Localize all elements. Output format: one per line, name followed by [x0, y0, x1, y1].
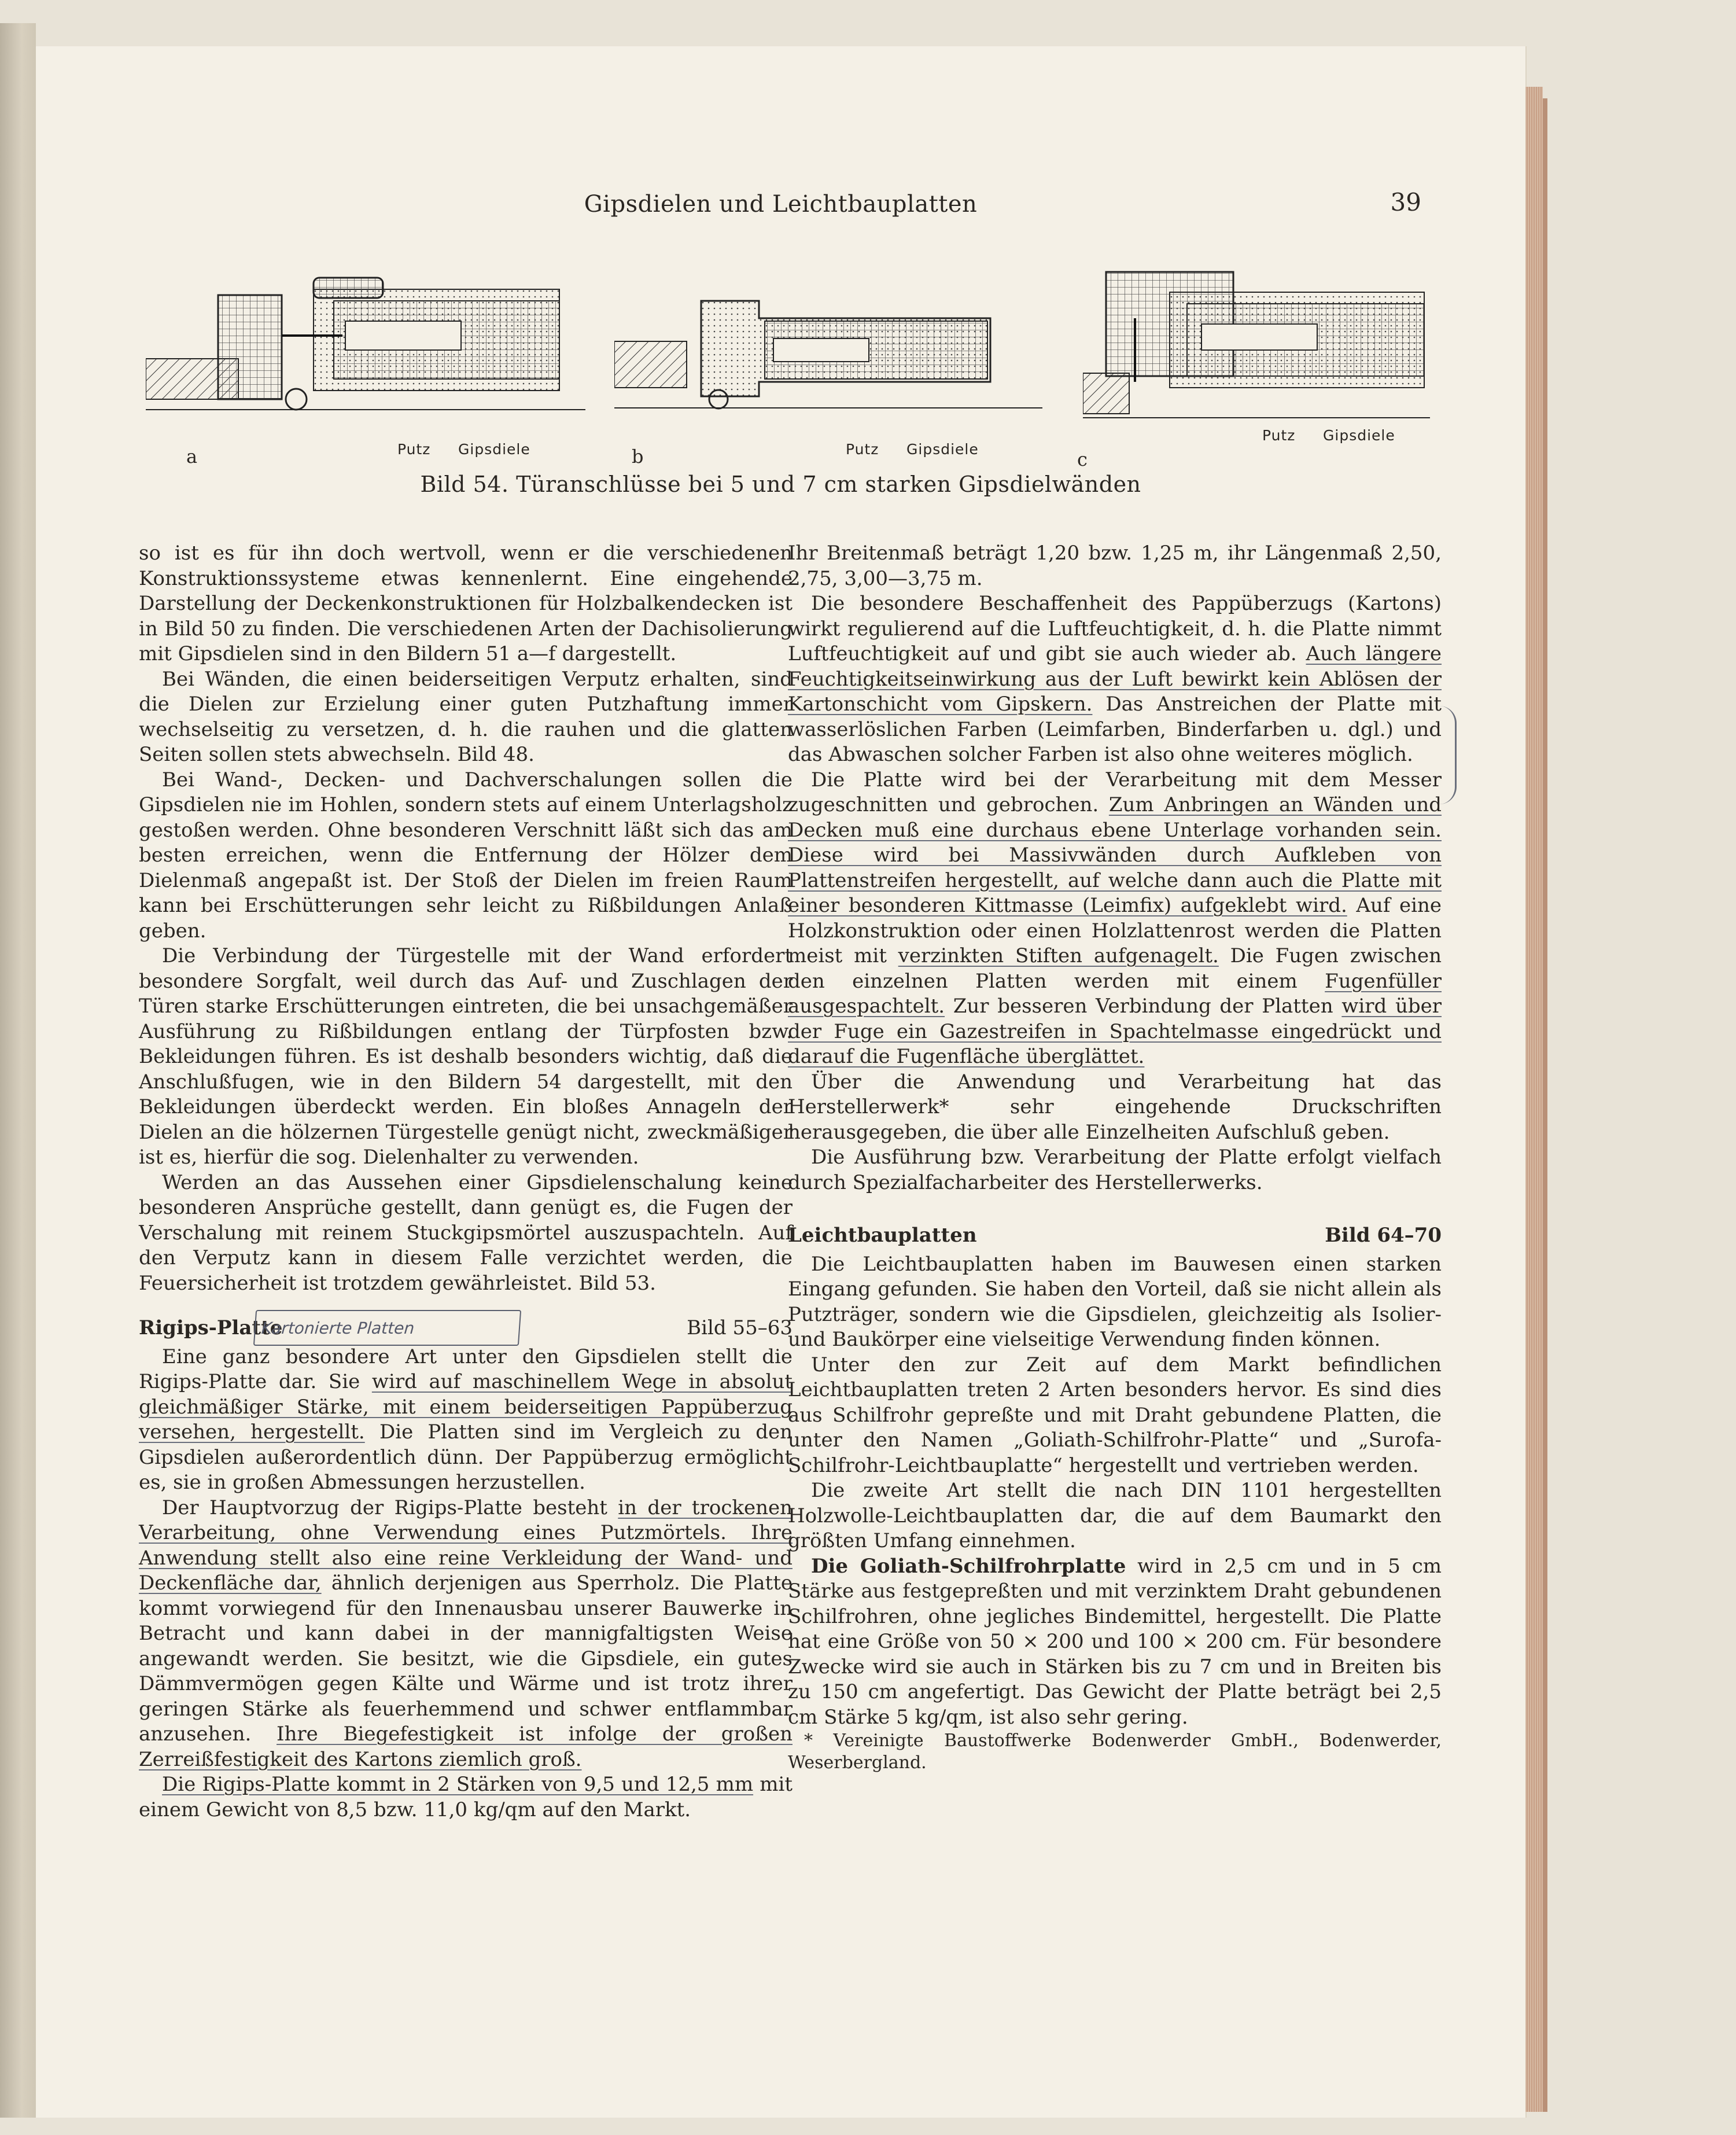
right-column — [788, 541, 1442, 1774]
label-putz-a: Putz — [397, 441, 431, 458]
panel-letter-a: a — [186, 446, 198, 468]
paragraph: Die Platte wird bei der Verarbeitung mit dem Messer zugeschnitten und gebrochen. Zum Anbringen an Wänden und Decken muß eine durchaus ebene Unterlage vorhanden sein. Diese wird bei Massivwänden durch Aufkleben von Plattenstreifen hergestellt, auf welche dann auch die Platte mit einer besonderen Kittmasse (Leimfix) aufgeklebt wird. Auf eine Holzkonstruktion oder einen Holzlattenrost werden die Platten meist mit verzinkten Stiften aufgenagelt. Die Fugen zwischen den einzelnen Platten werden mit einem Fugenfüller ausgespachtelt. Zur besseren Verbindung der Platten wird über der Fuge ein Gazestreifen in Spachtelmasse eingedrückt und darauf die Fugenfläche überglättet. — [788, 768, 1442, 1068]
handwritten-annotation: Kartonierte Platten — [253, 1310, 521, 1346]
section-heading-leichtbauplatten — [788, 1223, 1442, 1249]
label-putz-b: Putz — [846, 441, 879, 458]
label-putz-c: Putz — [1262, 427, 1296, 444]
margin-bracket-annotation — [1439, 706, 1457, 804]
section-heading-rigips — [139, 1316, 793, 1341]
panel-letter-c: c — [1077, 448, 1088, 470]
bold-term: Die Goliath-Schilfrohrplatte — [811, 1554, 1126, 1578]
paragraph: Bei Wand-, Decken- und Dachverschalungen sollen die Gipsdielen nie im Hohlen, sondern stets auf einem Unterlagsholz gestoßen werden. Ohne besonderen Verschnitt läßt sich das am besten erreichen, wenn die Entfernung der Hölzer dem Dielenmaß angepaßt ist. Der Stoß der Dielen im freien Raum kann bei Erschütterungen sehr leicht zu Rißbildungen Anlaß geben. — [139, 768, 793, 943]
paragraph: Die Verbindung der Türgestelle mit der Wand erfordert besondere Sorgfalt, weil durch das Auf- und Zuschlagen der Türen starke Erschütterungen eintreten, die bei unsachgemäßer Ausführung zu Rißbildungen entlang der Türpfosten bzw. Bekleidungen führen. Es ist deshalb besonders wichtig, daß die Anschlußfugen, wie in den Bildern 54 dargestellt, mit den Bekleidungen überdeckt werden. Ein bloßes Annageln der Dielen an die hölzernen Türgestelle genügt nicht, zweckmäßiger ist es, hierfür die sog. Dielenhalter zu verwenden. — [139, 944, 793, 1169]
cover-edge — [1543, 98, 1547, 2112]
door-junction-diagram-c — [1083, 266, 1430, 422]
book-page — [36, 46, 1525, 2118]
underlined-passage: Zum Anbringen an Wänden und Decken muß eine durchaus ebene Unterlage vorhanden sein. Diese wird bei Massivwänden durch Aufkleben von Plattenstreifen hergestellt, auf welche dann auch die Platte mit einer besonderen Kittmasse (Leimfix) aufgeklebt wird. — [788, 793, 1442, 917]
paragraph: Die Ausführung bzw. Verarbeitung der Platte erfolgt vielfach durch Spezialfacharbeiter des Herstellerwerks. — [788, 1146, 1442, 1194]
heading-title: Rigips-Platte — [139, 1316, 283, 1339]
footnote: * Vereinigte Baustoffwerke Bodenwerder GmbH., Bodenwerder, Weserbergland. — [788, 1731, 1442, 1773]
paragraph: Über die Anwendung und Verarbeitung hat das Herstellerwerk* sehr eingehende Druckschriften herausgegeben, die über alle Einzelheiten Aufschluß geben. — [788, 1070, 1442, 1144]
heading-title: Leichtbauplatten — [788, 1224, 977, 1247]
underlined-passage: Ihre Biegefestigkeit ist infolge der großen Zerreißfestigkeit des Kartons ziemlich groß. — [139, 1722, 793, 1771]
underlined-passage: Auch längere Feuchtigkeitseinwirkung aus der Luft bewirkt kein Ablösen der Kartonschicht vom Gipskern. — [788, 642, 1442, 716]
door-junction-diagram-a — [146, 266, 585, 411]
label-gipsdiele-c: Gipsdiele — [1323, 427, 1395, 444]
page-block-edge — [1525, 87, 1543, 2112]
heading-figure-ref: Bild 55–63 — [687, 1316, 793, 1339]
paragraph: Die Leichtbauplatten haben im Bauwesen einen starken Eingang gefunden. Sie haben den Vorteil, daß sie nicht allein als Putzträger, sondern wie die Gipsdielen, gleichzeitig als Isolier- und Baukörper eine vielseitige Verwendung finden können. — [788, 1252, 1442, 1351]
page-number: 39 — [1390, 188, 1421, 216]
paragraph: Die besondere Beschaffenheit des Pappüberzugs (Kartons) wirkt regulierend auf die Luftfeuchtigkeit, d. h. die Platte nimmt Luftfeuchtigkeit auf und gibt sie auch wieder ab. Auch längere Feuchtigkeitseinwirkung aus der Luft bewirkt kein Ablösen der Kartonschicht vom Gipskern. Das Anstreichen der Platte mit wasserlöslichen Farben (Leimfarben, Binderfarben u. dgl.) und das Abwaschen solcher Farben ist also ohne weiteres möglich. — [788, 592, 1442, 766]
paragraph: Unter den zur Zeit auf dem Markt befindlichen Leichtbauplatten treten 2 Arten besonders hervor. Es sind dies aus Schilfrohr gepreßte und mit Draht gebundene Platten, die unter den Namen „Goliath-Schilfrohr-Platte“ und „Surofa-Schilfrohr-Leichtbauplatte“ hergestellt und vertrieben werden. — [788, 1353, 1442, 1477]
label-gipsdiele-b: Gipsdiele — [906, 441, 979, 458]
underlined-passage: verzinkten Stiften aufgenagelt. — [898, 944, 1219, 967]
figure-panel-b — [614, 295, 1054, 486]
paragraph: Der Hauptvorzug der Rigips-Platte besteht in der trockenen Verarbeitung, ohne Verwendung eines Putzmörtels. Ihre Anwendung stellt also eine reine Verkleidung der Wand- und Deckenfläche dar, ähnlich derjenigen aus Sperrholz. Die Platte kommt vorwiegend für den Innenausbau unserer Bauwerke in Betracht und kann dabei in der mannigfaltigsten Weise angewandt werden. Sie besitzt, wie die Gipsdiele, ein gutes Dämmvermögen gegen Kälte und Wärme und ist trotz ihrer geringen Stärke als feuerhemmend und schwer entflammbar anzusehen. Ihre Biegefestigkeit ist infolge der großen Zerreißfestigkeit des Kartons ziemlich groß. — [139, 1496, 793, 1771]
paragraph: Die Goliath-Schilfrohrplatte wird in 2,5 cm und in 5 cm Stärke aus festgepreßten und mit verzinktem Draht gebundenen Schilfrohren, ohne jegliches Bindemittel, hergestellt. Die Platte hat eine Größe von 50 × 200 und 100 × 200 cm. Für besondere Zwecke wird sie auch in Stärken bis zu 7 cm und in Breiten bis zu 150 cm angefertigt. Das Gewicht der Platte beträgt bei 2,5 cm Stärke 5 kg/qm, ist also sehr gering. — [788, 1554, 1442, 1729]
running-head: Gipsdielen und Leichtbauplatten — [584, 191, 978, 218]
door-junction-diagram-b — [614, 295, 1042, 411]
label-gipsdiele-a: Gipsdiele — [458, 441, 530, 458]
paragraph: Eine ganz besondere Art unter den Gipsdielen stellt die Rigips-Platte dar. Sie wird auf maschinellem Wege in absolut gleichmäßiger Stärke, mit einem beiderseitigen Pappüberzug versehen, hergestellt. Die Platten sind im Vergleich zu den Gipsdielen außerordentlich dünn. Der Pappüberzug ermöglicht es, sie in großen Abmessungen herzustellen. — [139, 1345, 793, 1494]
paragraph: Die zweite Art stellt die nach DIN 1101 hergestellten Holzwolle-Leichtbauplatten dar, die auf dem Baumarkt den größten Umfang einnehmen. — [788, 1479, 1442, 1552]
figure-caption: Bild 54. Türanschlüsse bei 5 und 7 cm starken Gipsdielwänden — [420, 472, 1141, 497]
figure-panel-a — [146, 266, 585, 468]
left-column — [139, 541, 793, 1823]
figure-panel-c — [1077, 266, 1453, 470]
paragraph: Die Rigips-Platte kommt in 2 Stärken von 9,5 und 12,5 mm mit einem Gewicht von 8,5 bzw. 11,0 kg/qm auf den Markt. — [139, 1773, 793, 1821]
underlined-passage: Die Rigips-Platte kommt in 2 Stärken von 9,5 und 12,5 mm — [162, 1773, 754, 1796]
paragraph: so ist es für ihn doch wertvoll, wenn er die verschiedenen Konstruktionssysteme etwas kennenlernt. Eine eingehende Darstellung der Deckenkonstruktionen für Holzbalkendecken ist in Bild 50 zu finden. Die verschiedenen Arten der Dachisolierung mit Gipsdielen sind in den Bildern 51 a—f dargestellt. — [139, 542, 793, 665]
heading-figure-ref: Bild 64–70 — [1325, 1224, 1442, 1247]
underlined-passage: Fugenfüller ausgespachtelt. — [788, 969, 1442, 1018]
underlined-passage: wird über der Fuge ein Gazestreifen in Spachtelmasse eingedrückt und darauf die Fugenfläche überglättet. — [788, 995, 1442, 1068]
paragraph: Ihr Breitenmaß beträgt 1,20 bzw. 1,25 m, ihr Längenmaß 2,50, 2,75, 3,00—3,75 m. — [788, 542, 1442, 590]
panel-letter-b: b — [632, 446, 644, 468]
paragraph: Bei Wänden, die einen beiderseitigen Verputz erhalten, sind die Dielen zur Erzielung einer guten Putzhaftung immer wechselseitig zu versetzen, d. h. die rauhen und die glatten Seiten sollen stets abwechseln. Bild 48. — [139, 667, 793, 766]
underlined-passage: wird auf maschinellem Wege in absolut gleichmäßiger Stärke, mit einem beiderseitigen Pappüberzug versehen, hergestellt. — [139, 1370, 793, 1444]
facing-page-edge — [0, 23, 36, 2118]
underlined-passage: in der trockenen Verarbeitung, ohne Verwendung eines Putzmörtels. Ihre Anwendung stellt also eine reine Verkleidung der Wand- und Deckenfläche dar, — [139, 1496, 793, 1595]
paragraph: Werden an das Aussehen einer Gipsdielenschalung keine besonderen Ansprüche gestellt, dann genügt es, die Fugen der Verschalung mit reinem Stuckgipsmörtel auszuspachteln. Auf den Verputz kann in diesem Falle verzichtet werden, die Feuersicherheit ist trotzdem gewährleistet. Bild 53. — [139, 1170, 793, 1295]
